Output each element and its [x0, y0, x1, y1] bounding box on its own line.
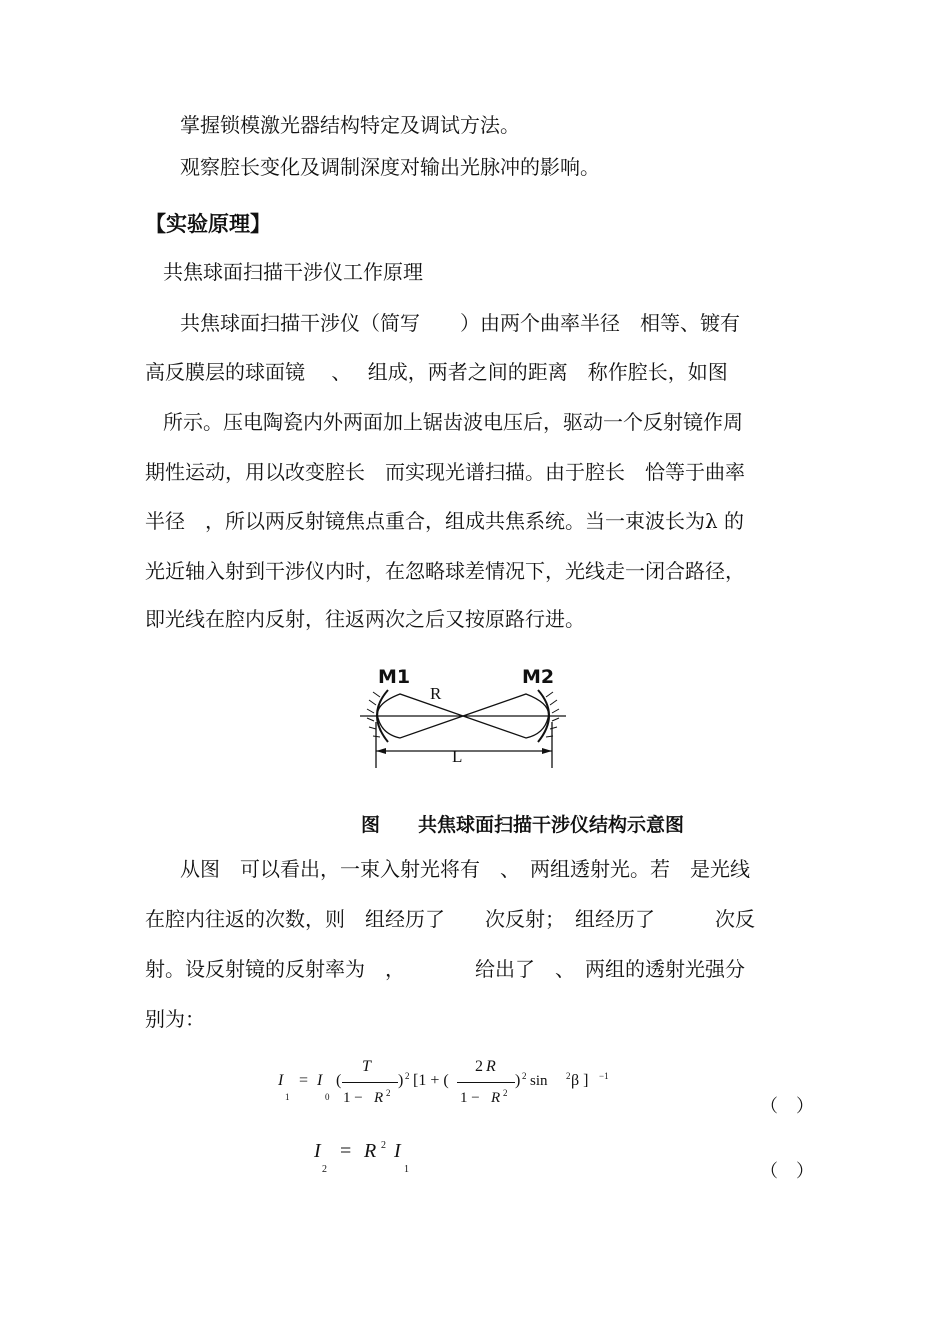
eq2-sub1: 1 — [404, 1164, 409, 1175]
eq1-fraction-bar-1 — [342, 1082, 398, 1083]
label-r: R — [430, 684, 442, 703]
paragraph1-line-3: 所示。压电陶瓷内外两面加上锯齿波电压后，驱动一个反射镜作周 — [163, 410, 743, 434]
paragraph2-line-2: 在腔内往返的次数，则 组经历了 次反射； 组经历了 次反 — [145, 907, 755, 931]
objective-1: 掌握锁模激光器结构特定及调试方法。 — [180, 113, 520, 137]
eq1-sup-2b: 2 — [522, 1071, 527, 1081]
mirror-m2-hatch — [546, 692, 559, 737]
eq1-num-T: T — [362, 1058, 371, 1075]
paragraph2-line-4: 别为： — [145, 1007, 205, 1031]
label-l: L — [452, 747, 463, 766]
eq1-sub1: 1 — [285, 1092, 290, 1102]
eq1-den1-sup: 2 — [386, 1088, 391, 1098]
eq2-sup2: 2 — [381, 1140, 386, 1151]
paragraph2-line-3: 射。设反射镜的反射率为 ， 给出了 、 两组的透射光强分 — [145, 957, 745, 981]
paragraph2-line-1: 从图 可以看出，一束入射光将有 、 两组透射光。若 是光线 — [180, 857, 750, 881]
eq2-I: I — [314, 1140, 321, 1162]
eq1-sub0: 0 — [325, 1092, 330, 1102]
eq1-den2-a: 1 − — [460, 1090, 480, 1106]
objective-2: 观察腔长变化及调制深度对输出光脉冲的影响。 — [180, 155, 600, 179]
eq2-sub2: 2 — [322, 1164, 327, 1175]
figure-caption: 图 共焦球面扫描干涉仪结构示意图 — [361, 814, 685, 836]
eq2-R: R — [364, 1140, 377, 1162]
mirror-m2 — [538, 690, 549, 742]
eq1-equals: = — [299, 1072, 309, 1089]
eq1-sup-2c: 2 — [566, 1071, 571, 1081]
equation-2-number: （ ） — [760, 1161, 814, 1182]
mirror-m1 — [377, 690, 388, 742]
eq1-sup-2a: 2 — [405, 1071, 410, 1081]
eq2-I1: I — [394, 1140, 401, 1162]
paragraph1-line-4: 期性运动，用以改变腔长 而实现光谱扫描。由于腔长 恰等于曲率 — [145, 460, 745, 484]
eq1-den1-R: R — [374, 1090, 384, 1106]
eq1-num2-R: R — [486, 1058, 496, 1075]
eq1-num2-2: 2 — [475, 1058, 483, 1075]
section-heading: 【实验原理】 — [145, 212, 271, 236]
eq2-equals: = — [340, 1140, 352, 1162]
dimension-arrow-left — [376, 748, 386, 754]
eq1-den2-sup: 2 — [503, 1088, 508, 1098]
eq1-I: I — [278, 1072, 284, 1089]
paragraph1-line-6: 光近轴入射到干涉仪内时，在忽略球差情况下，光线走一闭合路径， — [145, 559, 745, 583]
eq1-den1-a: 1 − — [343, 1090, 363, 1106]
equation-1-number: （ ） — [760, 1096, 814, 1117]
eq1-rparen-1: ) — [398, 1072, 404, 1089]
paragraph1-line-7: 即光线在腔内反射，往返两次之后又按原路行进。 — [145, 607, 585, 631]
dimension-arrow-right — [542, 748, 552, 754]
eq1-I0: I — [317, 1072, 323, 1089]
ray-path — [377, 694, 548, 738]
eq1-den2-R: R — [491, 1090, 501, 1106]
subheading: 共焦球面扫描干涉仪工作原理 — [163, 260, 423, 284]
paragraph1-line-2: 高反膜层的球面镜 、 组成，两者之间的距离 称作腔长，如图 — [145, 360, 728, 384]
mirror-m1-hatch — [367, 692, 380, 737]
label-m2: M2 — [522, 666, 555, 688]
eq1-beta: β ] — [571, 1072, 589, 1089]
paragraph1-line-5: 半径 ，所以两反射镜焦点重合，组成共焦系统。当一束波长为λ 的 — [145, 509, 745, 533]
eq1-rparen-2: ) — [515, 1072, 521, 1089]
eq1-fraction-bar-2 — [457, 1082, 515, 1083]
eq1-sin: sin — [530, 1073, 548, 1089]
eq1-bracket: [1 + ( — [413, 1072, 449, 1089]
eq1-sup-minus1: −1 — [599, 1071, 609, 1081]
eq1-lparen: ( — [336, 1072, 342, 1089]
label-m1: M1 — [378, 666, 411, 688]
paragraph1-line-1: 共焦球面扫描干涉仪（简写 ）由两个曲率半径 相等、镀有 — [180, 311, 740, 335]
